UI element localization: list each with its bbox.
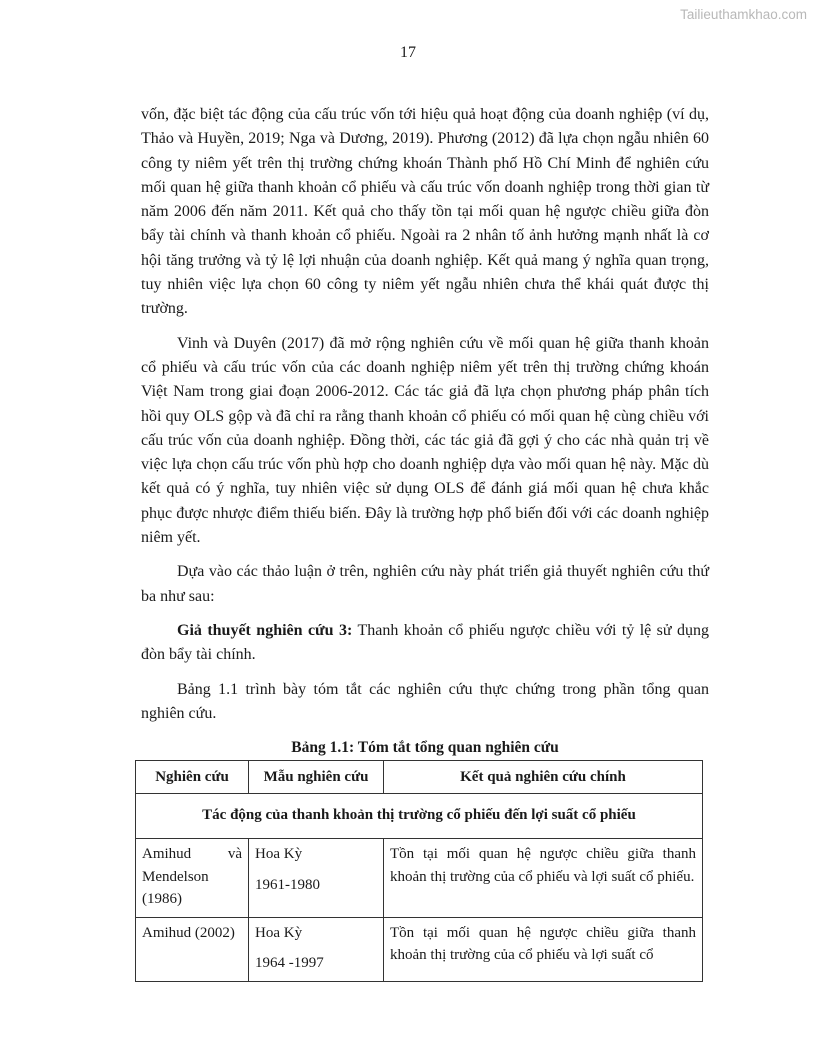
table-caption: Bảng 1.1: Tóm tắt tổng quan nghiên cứu	[291, 739, 559, 757]
table-intro: Bảng 1.1 trình bày tóm tắt các nghiên cứu thực chứng trong phần tổng quan nghiên cứu.	[141, 680, 709, 722]
table-header-row	[136, 761, 703, 794]
paragraph-1: vốn, đặc biệt tác động của cấu trúc vốn tới hiệu quả hoạt động của doanh nghiệp (ví dụ, Thảo và Huyền, 2019; Nga và Dương, 2019). Phương (2012) đã lựa chọn ngẫu nhiên 60 công ty niêm yết trên thị trường chứng khoán Thành phố Hồ Chí Minh để nghiên cứu mối quan hệ giữa thanh khoản cổ phiếu và cấu trúc vốn doanh nghiệp trong thời gian từ năm 2006 đến năm 2011. Kết quả cho thấy tồn tại mối quan hệ ngược chiều giữa đòn bẩy tài chính và thanh khoản cổ phiếu. Ngoài ra 2 nhân tố ảnh hưởng mạnh nhất là cơ hội tăng trưởng và tỷ lệ lợi nhuận của doanh nghiệp. Kết quả mang ý nghĩa quan trọng, tuy nhiên việc lựa chọn 60 công ty niêm yết ngẫu nhiên chưa thể khái quát được thị trường.	[141, 106, 709, 318]
header-sample: Mẫu nghiên cứu	[249, 761, 384, 794]
sample-cell	[249, 917, 384, 981]
result-cell: Tồn tại mối quan hệ ngược chiều giữa thanh khoản thị trường của cổ phiếu và lợi suất cổ	[384, 917, 703, 981]
result-cell: Tồn tại mối quan hệ ngược chiều giữa thanh khoản thị trường của cổ phiếu và lợi suất cổ phiếu.	[384, 839, 703, 918]
paragraph-2: Vinh và Duyên (2017) đã mở rộng nghiên cứu về mối quan hệ giữa thanh khoản cổ phiếu và cấu trúc vốn của các doanh nghiệp niêm yết trên thị trường chứng khoán Việt Nam trong giai đoạn 2006-2012. Các tác giả đã lựa chọn phương pháp phân tích hồi quy OLS gộp và đã chỉ ra rằng thanh khoản cổ phiếu có mối quan hệ cùng chiều với cấu trúc vốn của doanh nghiệp. Đồng thời, các tác giả đã gợi ý cho các nhà quản trị về việc lựa chọn cấu trúc vốn phù hợp cho doanh nghiệp dựa vào mối quan hệ này. Mặc dù kết quả có ý nghĩa, tuy nhiên việc sử dụng OLS để đánh giá mối quan hệ chưa khắc phục được nhược điểm thiếu biến. Đây là trường hợp phổ biến đối với các doanh nghiệp niêm yết.	[141, 334, 709, 547]
table-row	[136, 917, 703, 981]
sample-place: Hoa Kỳ	[255, 924, 303, 941]
paragraph-3: Dựa vào các thảo luận ở trên, nghiên cứu này phát triển giả thuyết nghiên cứu thứ ba như sau:	[141, 563, 709, 605]
page-number: 17	[400, 44, 416, 61]
sample-years: 1964 -1997	[255, 955, 324, 971]
table-group-row	[136, 794, 703, 839]
header-result: Kết quả nghiên cứu chính	[384, 761, 703, 794]
summary-table	[135, 760, 703, 982]
hypothesis-text: Thanh khoản cổ phiếu ngược chiều với tỷ lệ sử dụng đòn bẩy tài chính.	[141, 621, 710, 664]
study-name-rest: Mendelson (1986)	[142, 868, 209, 907]
study-cell	[136, 839, 249, 918]
body-text	[141, 103, 709, 770]
sample-cell	[249, 839, 384, 918]
group-title: Tác động của thanh khoản thị trường cổ phiếu đến lợi suất cổ phiếu	[136, 794, 703, 839]
sample-years: 1961-1980	[255, 876, 320, 893]
study-name: Amihud	[142, 846, 192, 862]
header-study: Nghiên cứu	[136, 761, 249, 794]
sample-place: Hoa Kỳ	[255, 846, 303, 862]
study-cell: Amihud (2002)	[136, 917, 249, 981]
hypothesis-label: Giả thuyết nghiên cứu 3:	[177, 621, 353, 639]
study-name-line	[142, 843, 242, 866]
table-row	[136, 839, 703, 918]
watermark: Tailieuthamkhao.com	[680, 7, 807, 22]
study-conjunction: và	[227, 846, 242, 862]
hypothesis-paragraph	[141, 619, 709, 668]
